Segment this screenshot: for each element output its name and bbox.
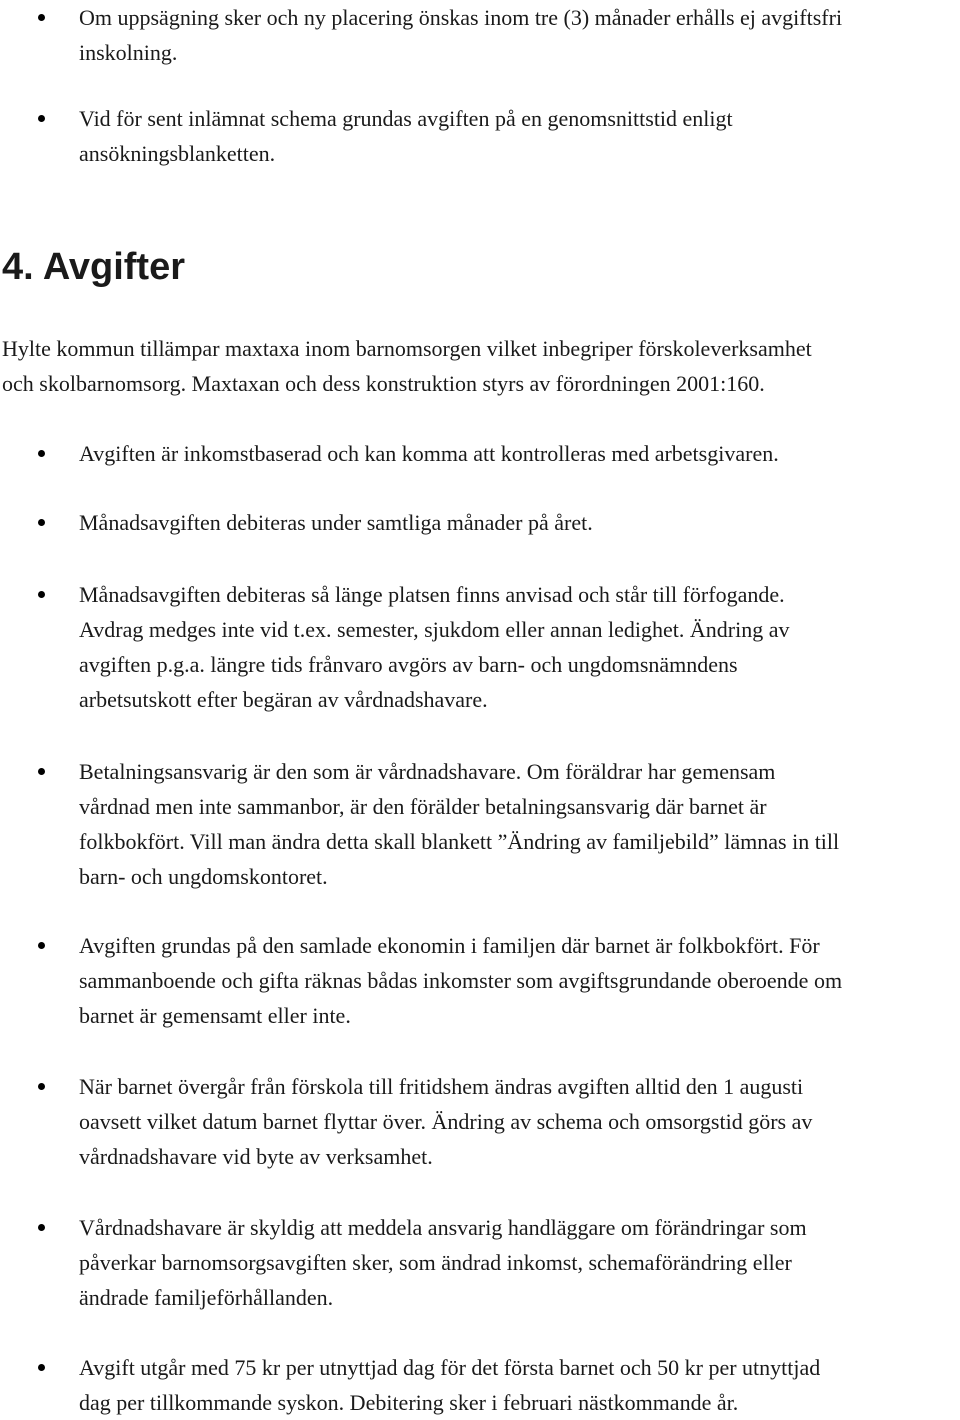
bullet-dot-icon (38, 1224, 45, 1231)
text-line: Månadsavgiften debiteras så länge platsen finns anvisad och står till förfogande. (79, 582, 785, 607)
list-item (0, 1210, 960, 1315)
bullet-dot-icon (38, 1364, 45, 1371)
text-line: vårdnadshavare vid byte av verksamhet. (79, 1144, 433, 1169)
text-line: sammanboende och gifta räknas bådas inkomster som avgiftsgrundande oberoende om (79, 968, 843, 993)
list-item (0, 505, 960, 540)
text-line: Avgiften grundas på den samlade ekonomin i familjen där barnet är folkbokfört. För (79, 933, 820, 958)
text-line: inskolning. (79, 40, 178, 65)
text-line: dag per tillkommande syskon. Debitering sker i februari nästkommande år. (79, 1390, 739, 1415)
section-intro-paragraph (2, 331, 958, 401)
text-line: Om uppsägning sker och ny placering önskas inom tre (3) månader erhålls ej avgiftsfri (79, 5, 843, 30)
text-line: Betalningsansvarig är den som är vårdnadshavare. Om föräldrar har gemensam (79, 759, 776, 784)
text-line: När barnet övergår från förskola till fritidshem ändras avgiften alltid den 1 augusti (79, 1074, 804, 1099)
list-item-text (79, 505, 959, 540)
bullet-dot-icon (38, 1083, 45, 1090)
list-item-text (79, 101, 959, 171)
list-item (0, 0, 960, 70)
text-line: vårdnad men inte sammanbor, är den förälder betalningsansvarig där barnet är (79, 794, 767, 819)
text-line: Avgift utgår med 75 kr per utnyttjad dag för det första barnet och 50 kr per utnyttjad (79, 1355, 821, 1380)
list-item-text (79, 754, 959, 894)
bullet-dot-icon (38, 519, 45, 526)
text-line: barnet är gemensamt eller inte. (79, 1003, 351, 1028)
text-line: barn- och ungdomskontoret. (79, 864, 328, 889)
list-item-text (79, 436, 959, 471)
text-line: Vårdnadshavare är skyldig att meddela ansvarig handläggare om förändringar som (79, 1215, 807, 1240)
text-line: påverkar barnomsorgsavgiften sker, som ändrad inkomst, schemaförändring eller (79, 1250, 792, 1275)
text-line: ändrade familjeförhållanden. (79, 1285, 334, 1310)
list-item (0, 928, 960, 1033)
bullet-dot-icon (38, 115, 45, 122)
text-line: Avdrag medges inte vid t.ex. semester, sjukdom eller annan ledighet. Ändring av (79, 617, 790, 642)
list-item-text (79, 0, 959, 70)
text-line: Hylte kommun tillämpar maxtaxa inom barnomsorgen vilket inbegriper förskoleverksamhet (2, 336, 812, 361)
list-item (0, 436, 960, 471)
list-item (0, 577, 960, 717)
list-item-text (79, 1350, 959, 1420)
bullet-dot-icon (38, 591, 45, 598)
bullet-dot-icon (38, 768, 45, 775)
text-line: Avgiften är inkomstbaserad och kan komma att kontrolleras med arbetsgivaren. (79, 441, 779, 466)
text-line: oavsett vilket datum barnet flyttar över. Ändring av schema och omsorgstid görs av (79, 1109, 813, 1134)
text-line: avgiften p.g.a. längre tids frånvaro avgörs av barn- och ungdomsnämndens (79, 652, 738, 677)
list-item-text (79, 1069, 959, 1174)
list-item (0, 1069, 960, 1174)
bullet-dot-icon (38, 942, 45, 949)
list-item (0, 101, 960, 171)
text-line: och skolbarnomsorg. Maxtaxan och dess konstruktion styrs av förordningen 2001:160. (2, 371, 765, 396)
text-line: Vid för sent inlämnat schema grundas avgiften på en genomsnittstid enligt (79, 106, 733, 131)
text-line: folkbokfört. Vill man ändra detta skall blankett ”Ändring av familjebild” lämnas in till (79, 829, 840, 854)
text-line: ansökningsblanketten. (79, 141, 276, 166)
bullet-dot-icon (38, 14, 45, 21)
list-item-text (79, 577, 959, 717)
section-heading: 4. Avgifter (2, 246, 186, 288)
text-line: arbetsutskott efter begäran av vårdnadshavare. (79, 687, 488, 712)
text-line: Månadsavgiften debiteras under samtliga månader på året. (79, 510, 593, 535)
list-item (0, 754, 960, 894)
list-item-text (79, 1210, 959, 1315)
list-item (0, 1350, 960, 1420)
bullet-dot-icon (38, 450, 45, 457)
list-item-text (79, 928, 959, 1033)
